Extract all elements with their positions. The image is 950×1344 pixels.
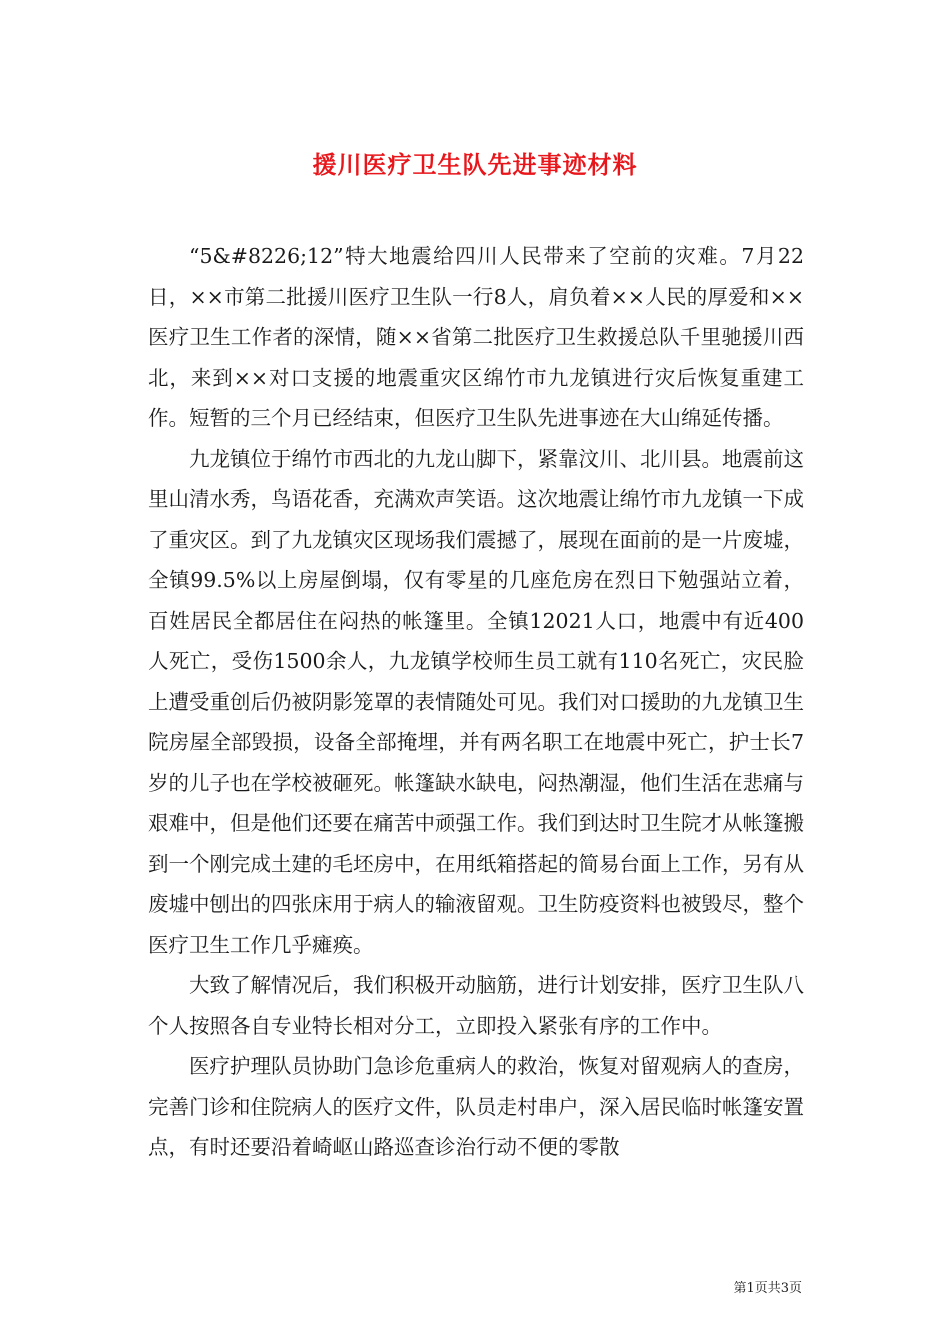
paragraph-3: 大致了解情况后，我们积极开动脑筋，进行计划安排，医疗卫生队八个人按照各自专业特长相对分工，立即投入紧张有序的工作中。 <box>148 973 804 1038</box>
paragraph-1: “5&#8226;12”特大地震给四川人民带来了空前的灾难。7月22日，××市第二批援川医疗卫生队一行8人，肩负着××人民的厚爱和××医疗卫生工作者的深情，随××省第二批医疗卫生救援总队千里驰援川西北，来到××对口支援的地震重灾区绵竹市九龙镇进行灾后恢复重建工作。短暂的三个月已经结束，但医疗卫生队先进事迹在大山绵延传播。 <box>148 244 804 430</box>
document-title: 援川医疗卫生队先进事迹材料 <box>312 150 638 180</box>
paragraph-2: 九龙镇位于绵竹市西北的九龙山脚下，紧靠汶川、北川县。地震前这里山清水秀，鸟语花香，充满欢声笑语。这次地震让绵竹市九龙镇一下成了重灾区。到了九龙镇灾区现场我们震撼了，展现在面前的是一片废墟，全镇99.5%以上房屋倒塌，仅有零星的几座危房在烈日下勉强站立着，百姓居民全都居住在闷热的帐篷里。全镇12021人口，地震中有近400人死亡，受伤1500余人，九龙镇学校师生员工就有110名死亡，灾民脸上遭受重创后仍被阴影笼罩的表情随处可见。我们对口援助的九龙镇卫生院房屋全部毁损，设备全部掩埋，并有两名职工在地震中死亡，护士长7岁的儿子也在学校被砸死。帐篷缺水缺电，闷热潮湿，他们生活在悲痛与艰难中，但是他们还要在痛苦中顽强工作。我们到达时卫生院才从帐篷搬到一个刚完成土建的毛坯房中，在用纸箱搭起的简易台面上工作，另有从废墟中刨出的四张床用于病人的输液留观。卫生防疫资料也被毁尽，整个医疗卫生工作几乎瘫痪。 <box>148 446 804 957</box>
page-number: 第1页共3页 <box>733 1281 802 1296</box>
document-body <box>148 236 804 1168</box>
paragraph-4: 医疗护理队员协助门急诊危重病人的救治，恢复对留观病人的查房，完善门诊和住院病人的医疗文件，队员走村串户，深入居民临时帐篷安置点，有时还要沿着崎岖山路巡查诊治行动不便的零散 <box>148 1054 804 1159</box>
